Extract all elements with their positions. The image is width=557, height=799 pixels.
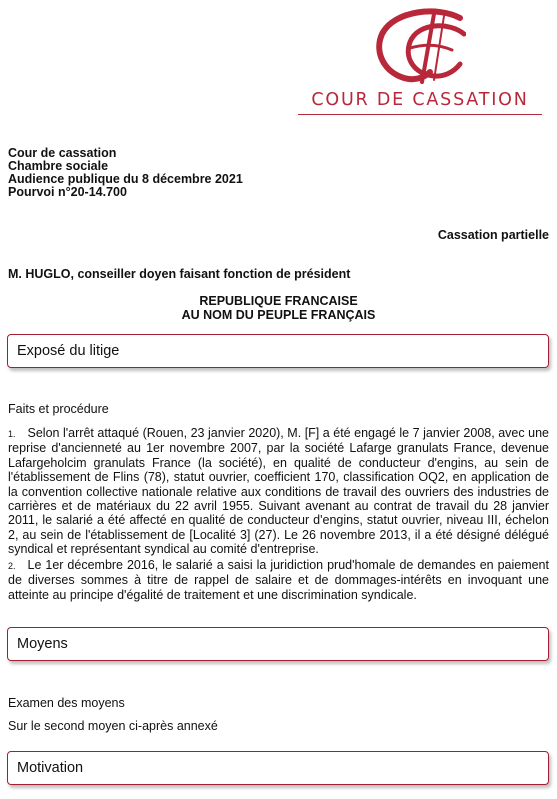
section-title: Motivation <box>17 760 84 776</box>
paragraph-text: Le 1er décembre 2016, le salarié a saisi la juridiction prud'homale de demandes en paiement de diverses sommes à titre de rappel de salaire et de dommages-intérêts en invoquant une atteinte au principe d'égalité de traitement et une discrimination syndicale. <box>8 558 549 602</box>
republic-heading <box>0 294 557 322</box>
faits-heading: Faits et procédure <box>8 402 109 416</box>
cc-emblem-icon <box>374 8 466 88</box>
section-expose-du-litige[interactable] <box>7 334 549 368</box>
republic-line-1: REPUBLIQUE FRANCAISE <box>199 294 358 308</box>
chamber-name: Chambre sociale <box>8 159 109 173</box>
section-moyens[interactable] <box>7 627 549 661</box>
cour-de-cassation-logo <box>296 6 544 112</box>
section-motivation[interactable] <box>7 751 549 785</box>
paragraph-2 <box>8 558 549 602</box>
court-name: Cour de cassation <box>8 146 117 160</box>
hearing-date: Audience publique du 8 décembre 2021 <box>8 172 243 186</box>
logo-underline <box>298 114 542 115</box>
section-title: Exposé du litige <box>17 343 120 359</box>
paragraph-number: 2. <box>8 561 16 571</box>
appeal-number: Pourvoi n°20-14.700 <box>8 185 127 199</box>
president-line: M. HUGLO, conseiller doyen faisant fonction de président <box>8 267 351 281</box>
logo-text: COUR DE CASSATION <box>311 90 529 110</box>
paragraph-1 <box>8 426 549 557</box>
second-moyen-heading: Sur le second moyen ci-après annexé <box>8 719 218 733</box>
examen-heading: Examen des moyens <box>8 696 125 710</box>
republic-line-2: AU NOM DU PEUPLE FRANÇAIS <box>181 308 376 322</box>
decision-outcome: Cassation partielle <box>437 228 549 242</box>
paragraph-number: 1. <box>8 429 16 439</box>
section-title: Moyens <box>17 636 68 652</box>
paragraph-text: Selon l'arrêt attaqué (Rouen, 23 janvier 2020), M. [F] a été engagé le 7 janvier 2008, avec une reprise d'ancienneté au 1er novembre 2007, par la société Lafarge granulats France, devenue Lafargeholcim granulats France (la société), en qualité de conducteur d'engins, au sein de l'établissement de Flins (78), statut ouvrier, coefficient 170, classification OQ2, en application de la convention collective nationale relative aux conditions de travail des ouvriers des industries de carrières et de matériaux du 22 avril 1955. Suivant avenant au contrat de travail du 28 janvier 2011, le salarié a été affecté en qualité de conducteur d'engins, statut ouvrier, niveau III, échelon 2, au sein de l'établissement de [Localité 3] (27). Le 26 novembre 2013, il a été désigné délégué syndical et représentant syndical au comité d'entreprise. <box>8 426 549 557</box>
case-header <box>8 147 243 199</box>
